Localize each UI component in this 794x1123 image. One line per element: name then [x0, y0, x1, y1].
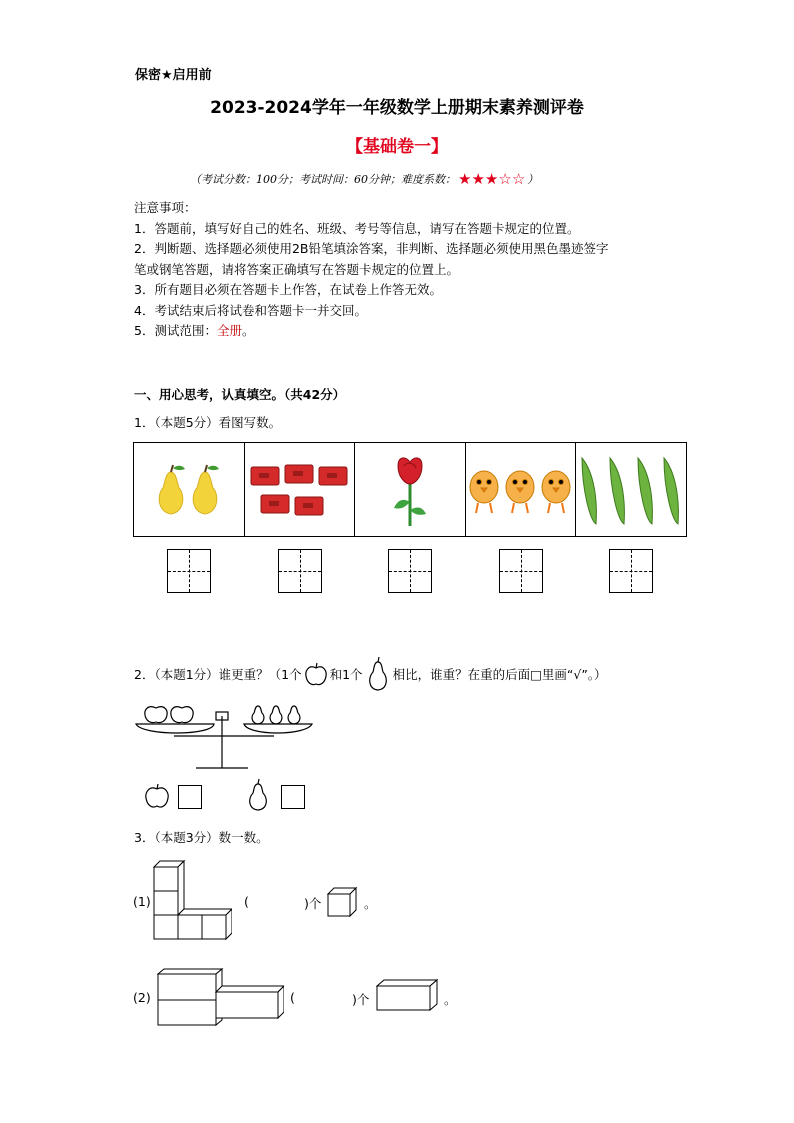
apple-icon: [142, 782, 172, 810]
exam-meta-close: ）: [527, 173, 539, 186]
answer-grid[interactable]: [388, 549, 432, 593]
pears-picture: [134, 443, 245, 536]
chick-icon: [542, 471, 570, 513]
notes-item: 4．考试结束后将试卷和答题卡一并交回。: [134, 302, 367, 318]
star-empty-icon: ☆: [511, 169, 526, 188]
notes-scope: [134, 321, 674, 342]
question-2: [134, 656, 607, 692]
difficulty-stars: [458, 169, 526, 188]
exam-subtitle: 【基础卷一】: [346, 137, 448, 157]
chick-icon: [470, 471, 498, 513]
star-empty-icon: ☆: [498, 169, 512, 188]
star-filled-icon: ★: [458, 169, 472, 188]
star-filled-icon: ★: [484, 169, 499, 188]
question-2-part3: 相比，谁重？在重的后面□里画“√”。）: [392, 667, 607, 682]
answer-grid[interactable]: [167, 549, 211, 593]
question-2-part1: 2．（本题1分）谁更重？（1个: [134, 667, 302, 682]
question-2-part2: 和1个: [329, 667, 363, 682]
scope-value: 全册: [216, 323, 242, 338]
peas-picture: [576, 443, 686, 536]
chicks-picture: [466, 443, 577, 536]
section-heading: 一、用心思考，认真填空。（共42分）: [134, 387, 346, 402]
cuboid-icon: [375, 978, 439, 1012]
rose-picture: [355, 443, 466, 536]
scope-prefix: 5．测试范围：: [134, 323, 217, 338]
exam-meta: [190, 171, 538, 187]
notes-item: 1．答题前，填写好自己的姓名、班级、考号等信息，请写在答题卡规定的位置。: [134, 220, 580, 236]
pear-icon: [193, 465, 219, 514]
q3-sub2-unit[interactable]: )个: [352, 992, 370, 1007]
apple-answer-box[interactable]: [178, 785, 202, 809]
notes-item: 2．判断题、选择题必须使用2B铅笔填涂答案，非判断、选择题必须使用黑色墨迹签字: [134, 241, 609, 256]
picture-table: [133, 442, 687, 537]
notes-heading: 注意事项：: [134, 200, 197, 215]
star-filled-icon: ★: [471, 169, 485, 188]
exam-title: 2023-2024学年一年级数学上册期末素养测评卷: [210, 98, 584, 118]
notes-item: 3．所有题目必须在答题卡上作答，在试卷上作答无效。: [134, 282, 442, 297]
confidential-label: 保密★启用前: [135, 68, 212, 83]
cube-stack-figure: [152, 857, 232, 941]
question-3: 3．（本题3分）数一数。: [134, 830, 269, 845]
apple-icon: [303, 661, 329, 687]
answer-grid[interactable]: [499, 549, 543, 593]
q3-sub1-label: (1): [133, 894, 151, 909]
exam-meta-text: （考试分数：100分；考试时间：60分钟；难度系数：: [190, 173, 456, 186]
q3-sub2-period: 。: [444, 992, 457, 1007]
pear-answer-box[interactable]: [281, 785, 305, 809]
cuboid-stack-figure: [156, 968, 284, 1028]
erasers-picture: [245, 443, 356, 536]
scope-suffix: 。: [241, 323, 255, 338]
pear-icon: [159, 465, 185, 514]
answer-grid[interactable]: [609, 549, 653, 593]
cube-icon: [326, 886, 358, 918]
notes-block: [134, 198, 674, 342]
notes-item: 笔或钢笔答题，请将答案正确填写在答题卡规定的位置上。: [134, 261, 460, 277]
pear-outline-icon: [365, 656, 391, 692]
q3-sub2-open: (: [290, 990, 295, 1005]
q3-sub1-unit[interactable]: )个: [304, 896, 322, 911]
q3-sub2-label: (2): [133, 990, 151, 1005]
chick-icon: [506, 471, 534, 513]
balance-scale: [134, 702, 314, 774]
answer-grid[interactable]: [278, 549, 322, 593]
question-1: 1．（本题5分）看图写数。: [134, 415, 282, 430]
pear-outline-icon: [244, 778, 272, 812]
q3-sub1-open: (: [244, 894, 249, 909]
q3-sub1-period: 。: [364, 896, 377, 911]
